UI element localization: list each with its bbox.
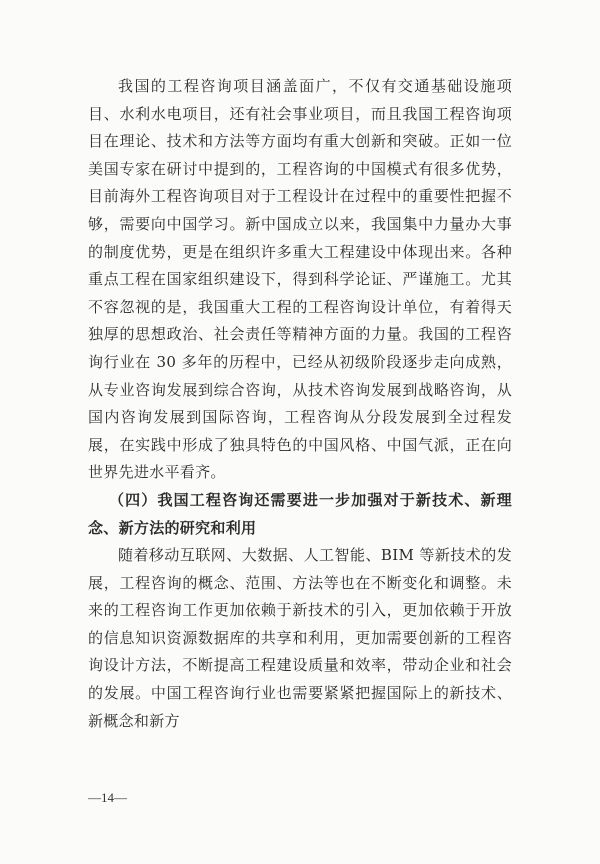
paragraph-china-engineering-consulting-advantages: 我国的工程咨询项目涵盖面广，不仅有交通基础设施项目、水利水电项目，还有社会事业项目，而且我国工程咨询项目在理论、技术和方法等方面均有重大创新和突破。正如一位美国专家在研讨中提到的，工程咨询的中国模式有很多优势，目前海外工程咨询项目对于工程设计在过程中的重要性把握不够，需要向中国学习。新中国成立以来，我国集中力量办大事的制度优势，更是在组织许多重大工程建设中体现出来。各种重点工程在国家组织建设下，得到科学论证、严谨施工。尤其不容忽视的是，我国重大工程的工程咨询设计单位，有着得天独厚的思想政治、社会责任等精神方面的力量。我国的工程咨询行业在 30 多年的历程中，已经从初级阶段逐步走向成熟，从专业咨询发展到综合咨询，从技术咨询发展到战略咨询，从国内咨询发展到国际咨询，工程咨询从分段发展到全过程发展，在实践中形成了独具特色的中国风格、中国气派，正在向世界先进水平看齐。 (88, 77, 512, 482)
section-heading-4: （四）我国工程咨询还需要进一步加强对于新技术、新理念、新方法的研究和利用 (88, 490, 512, 537)
paragraph-new-technology: 随着移动互联网、大数据、人工智能、BIM 等新技术的发展，工程咨询的概念、范围、方法等也在不断变化和调整。未来的工程咨询工作更加依赖于新技术的引入，更加依赖于开放的信息知识资源数据库的共享和利用，更加需要创新的工程咨询设计方法，不断提高工程建设质量和效率，带动企业和社会的发展。中国工程咨询行业也需要紧紧把握国际上的新技术、新概念和新方 (88, 546, 512, 730)
page-number: —14— (88, 790, 127, 805)
body-text (88, 73, 512, 735)
